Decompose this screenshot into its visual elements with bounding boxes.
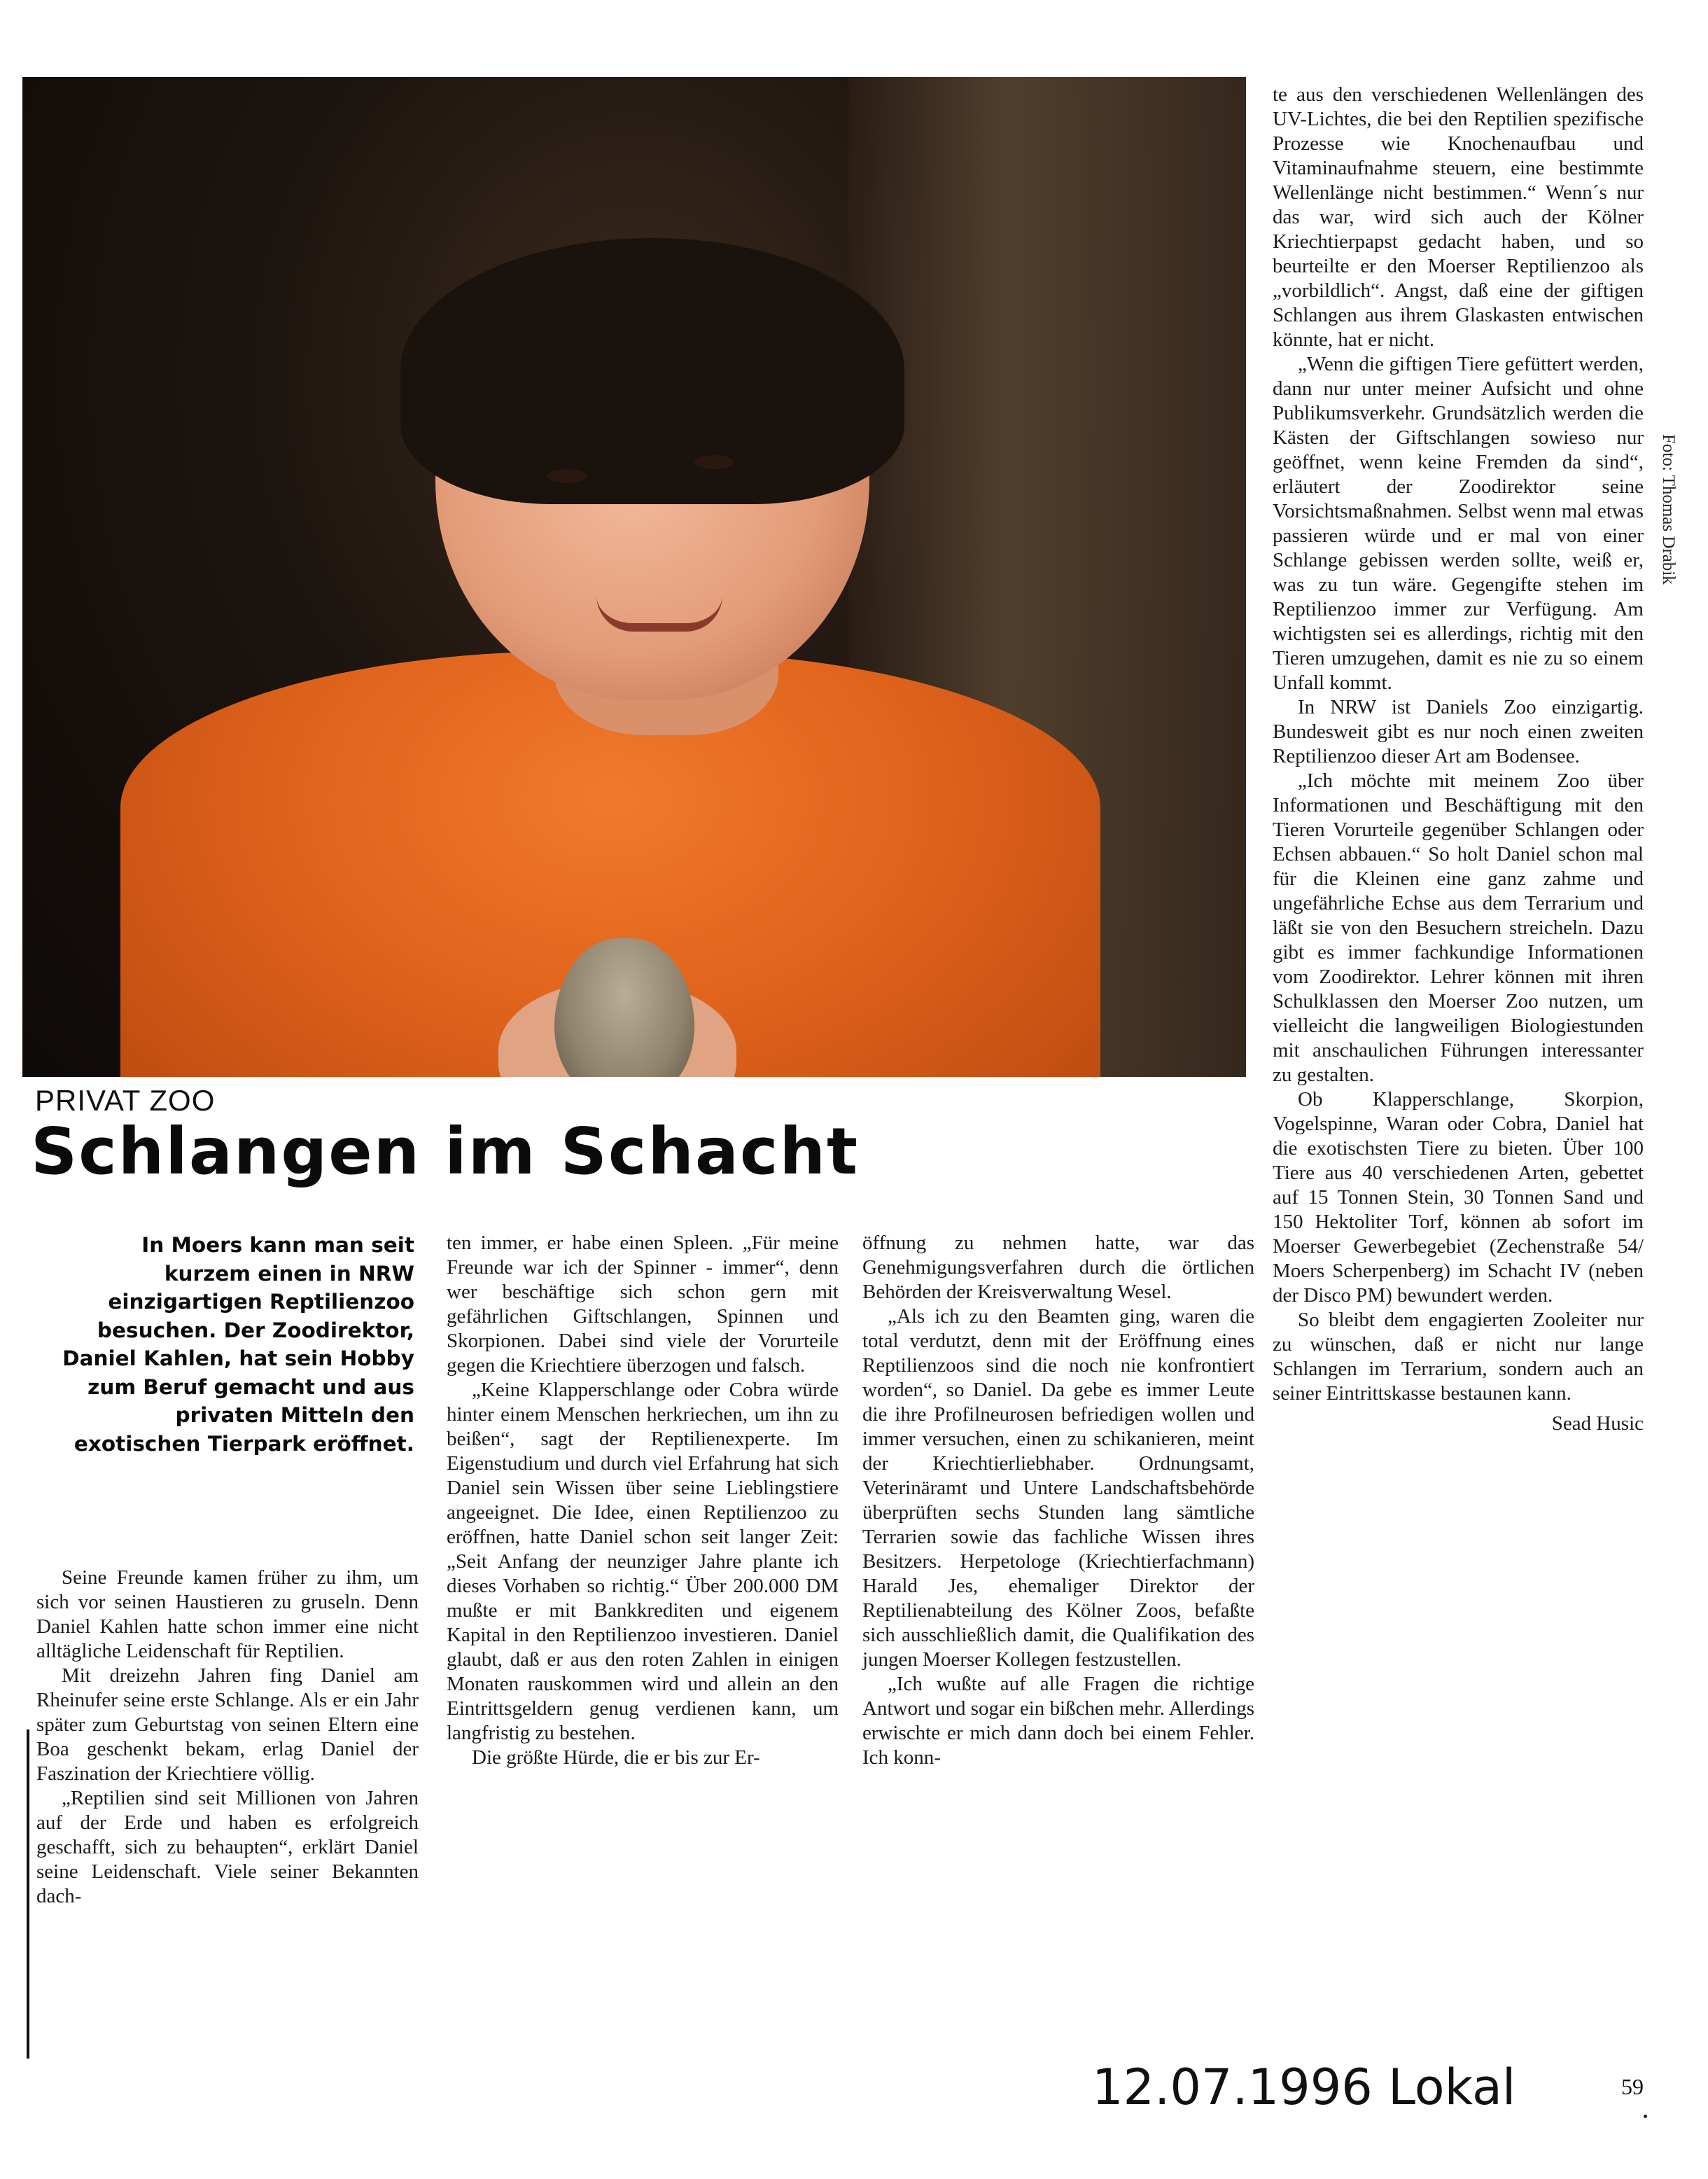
text-column-3 xyxy=(862,1231,1254,1770)
paragraph: Mit dreizehn Jahren fing Daniel am Rheinufer seine erste Schlange. Als er ein Jahr später zum Geburtstag von seinen Eltern eine Boa geschenkt bekam, erlag Daniel der Faszination der Kriechtiere völlig. xyxy=(36,1664,419,1785)
margin-bar xyxy=(27,1729,29,2059)
paragraph: „Wenn die giftigen Tiere gefüttert werden, dann nur unter meiner Aufsicht und ohne Publikumsverkehr. Grundsätzlich werden die Kästen der Giftschlangen sowieso nur geöffnet, wenn keine Fremden da sind“, erläutert der Zoodirektor seine Vorsichtsmaßnahmen. Selbst wenn mal etwas passieren würde und er mal von einer Schlange gebissen werden sollte, weiß er, was zu tun wäre. Gegengifte stehen im Reptilienzoo immer zur Verfügung. Am wichtigsten sei es allerdings, richtig mit den Tieren umzugehen, damit es nie zu so einem Unfall kommt. xyxy=(1273,353,1644,694)
paragraph: ten immer, er habe einen Spleen. „Für meine Freunde war ich der Spinner - immer“, denn wer beschäftige sich schon gern mit gefährlichen Giftschlangen, Spinnen und Skorpionen. Dabei sind viele der Vorurteile gegen die Kriechtiere überzogen und falsch. xyxy=(447,1232,839,1377)
lead-paragraph: In Moers kann man seit kurzem einen in NRW einzigartigen Reptilienzoo besuchen. Der Zoodirektor, Daniel Kahlen, hat sein Hobby zum Beruf gemacht und aus privaten Mitteln den exotischen Tierpark eröffnet. xyxy=(62,1233,414,1456)
paragraph: Ob Klapperschlange, Skorpion, Vogelspinne, Waran oder Cobra, Daniel hat die exotischsten Tiere zu bieten. Über 100 Tiere aus 40 verschiedenen Arten, gebettet auf 15 Tonnen Stein, 30 Tonnen Sand und 150 Hektoliter Torf, können ab sofort im Moerser Gewerbegebiet (Zechenstraße 54/ Moers Scherpenberg) im Schacht IV (neben der Disco PM) bewundert werden. xyxy=(1273,1088,1644,1307)
page-number: 59 xyxy=(1621,2074,1644,2099)
paragraph: „Keine Klapperschlange oder Cobra würde hinter einem Menschen herkriechen, um ihn zu beißen“, sagt der Reptilienexperte. Im Eigenstudium und durch viel Erfahrung hat sich Daniel sein Wissen über seine Lieblingstiere angeeignet. Die Idee, einen Reptilienzoo zu eröffnen, hatte Daniel schon seit langer Zeit: „Seit Anfang der neunziger Jahre plante ich dieses Vorhaben so richtig.“ Über 200.000 DM mußte er mit Bankkrediten und eigenem Kapital in den Reptilienzoo investieren. Daniel glaubt, daß er aus den roten Zahlen in einigen Monaten rauskommen wird und allein an den Eintrittsgeldern genug verdienen kann, um langfristig zu bestehen. xyxy=(447,1379,839,1744)
paragraph: „Als ich zu den Beamten ging, waren die total verdutzt, denn mit der Eröffnung eines Reptilienzoos sind die noch nie konfrontiert worden“, so Daniel. Da gebe es immer Leute die ihre Profilneurosen befriedigen wollen und immer versuchen, einen zu schikanieren, meint der Kriechtierliebhaber. Ordnungsamt, Veterinäramt und Untere Landschaftsbehörde überprüften sechs Stunden lang sämtliche Terrarien sowie das fachliche Wissen ihres Besitzers. Herpetologe (Kriechtierfachmann) Harald Jes, ehemaliger Direktor der Reptilienabteilung des Kölner Zoos, befaßte sich ausschließlich damit, die Qualifikation des jungen Moerser Kollegen festzustellen. xyxy=(862,1305,1254,1671)
photo-credit: Foto: Thomas Drabik xyxy=(1659,434,1678,585)
page-dot xyxy=(1644,2115,1647,2118)
paragraph: „Ich wußte auf alle Fragen die richtige Antwort und sogar ein bißchen mehr. Allerdings erwischte er mich dann doch bei einem Fehler. Ich konn- xyxy=(862,1673,1254,1769)
paragraph: So bleibt dem engagierten Zooleiter nur zu wünschen, daß er nicht nur lange Schlangen im Terrarium, sondern auch an seiner Eintrittskasse bestaunen kann. xyxy=(1273,1309,1644,1405)
paragraph: Seine Freunde kamen früher zu ihm, um sich vor seinen Haustieren zu gruseln. Denn Daniel Kahlen hatte schon immer eine nicht alltägliche Leidenschaft für Reptilien. xyxy=(36,1566,419,1662)
text-column-1 xyxy=(36,1566,419,1909)
paragraph: In NRW ist Daniels Zoo einzigartig. Bundesweit gibt es nur noch einen zweiten Reptilienzoo dieser Art am Bodensee. xyxy=(1273,696,1644,767)
article-photo xyxy=(22,77,1246,1077)
date-annotation: 12.07.1996 Lokal xyxy=(1092,2059,1516,2116)
paragraph: „Ich möchte mit meinem Zoo über Informationen und Beschäftigung mit den Tieren Vorurteile gegenüber Schlangen oder Echsen abbauen.“ So holt Daniel schon mal für die Kleinen eine ganz zahme und ungefährliche Echse aus dem Terrarium und läßt sie von den Besuchern streicheln. Dazu gibt es immer fachkundige Informationen vom Zoodirektor. Lehrer können mit ihren Schulklassen den Moerser Zoo nutzen, um vielleicht die langweiligen Biologiestunden mit anschaulichen Führungen interessanter zu gestalten. xyxy=(1273,770,1644,1086)
paragraph: te aus den verschiedenen Wellenlängen des UV-Lichtes, die bei den Reptilien spezifische Prozesse wie Knochenaufbau und Vitaminaufnahme steuern, eine bestimmte Wellenlänge nicht bestimmen.“ Wenn´s nur das war, wird sich auch der Kölner Kriechtierpapst gedacht haben, und so beurteilte er den Moerser Reptilienzoo als „vorbildlich“. Angst, daß eine der giftigen Schlangen aus ihrem Glaskasten entwischen könnte, hat er nicht. xyxy=(1273,83,1644,351)
headline: Schlangen im Schacht xyxy=(31,1114,859,1189)
paragraph: „Reptilien sind seit Millionen von Jahren auf der Erde und haben es erfolgreich geschafft, sich zu behaupten“, erklärt Daniel seine Leidenschaft. Viele seiner Bekannten dach- xyxy=(36,1787,419,1907)
paragraph: öffnung zu nehmen hatte, war das Genehmigungsverfahren durch die örtlichen Behörden der Kreisverwaltung Wesel. xyxy=(862,1232,1254,1303)
author-signature: Sead Husic xyxy=(1551,1412,1644,1435)
section-kicker: PRIVAT ZOO xyxy=(35,1084,216,1117)
paragraph: Die größte Hürde, die er bis zur Er- xyxy=(472,1746,760,1769)
text-column-2 xyxy=(447,1231,839,1770)
text-column-4 xyxy=(1273,83,1644,1436)
